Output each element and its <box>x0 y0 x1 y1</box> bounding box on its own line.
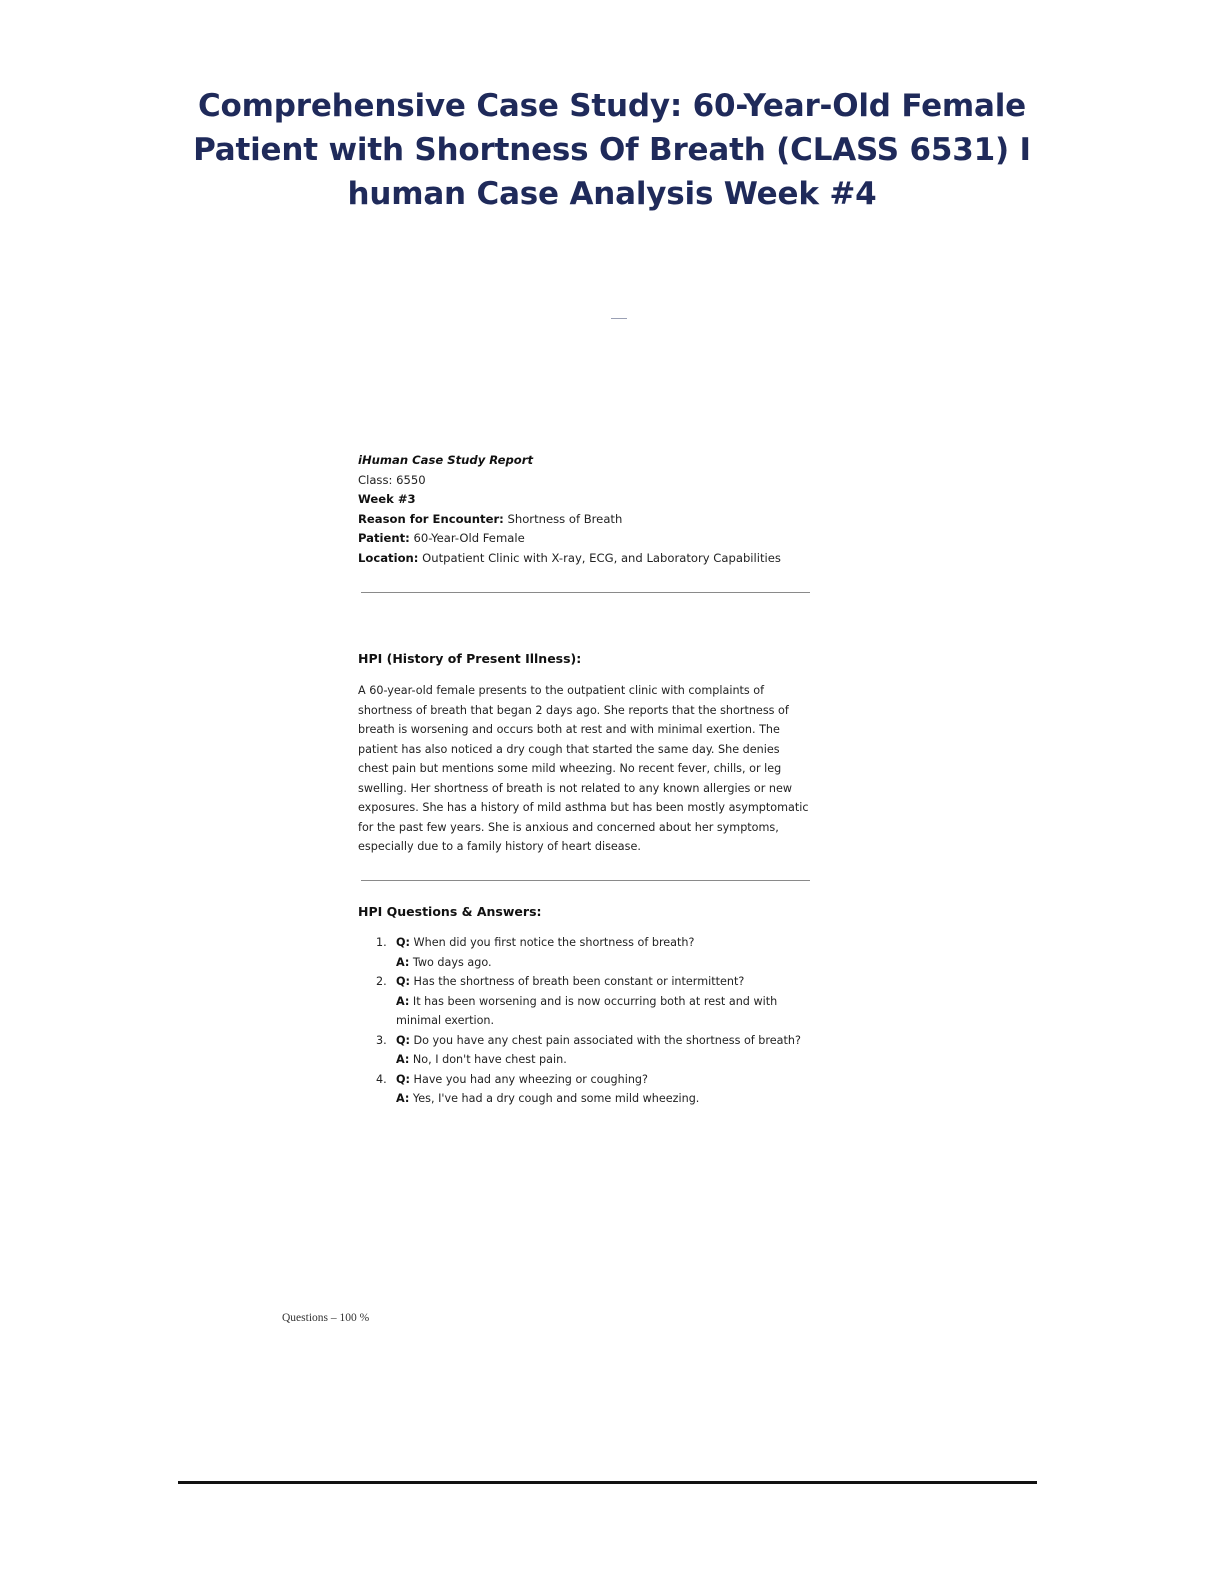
class-value: 6550 <box>396 472 426 487</box>
reason-label: Reason for Encounter: <box>358 511 504 526</box>
question: Q: Do you have any chest pain associated with the shortness of breath? <box>396 1033 801 1047</box>
reason-value: Shortness of Breath <box>507 511 623 526</box>
qa-number: 2. <box>376 975 387 988</box>
answer: A: Two days ago. <box>396 955 492 969</box>
qa-number: 3. <box>376 1033 387 1047</box>
footer-note: Questions – 100 % <box>282 1312 370 1324</box>
qa-number: 1. <box>376 936 387 949</box>
class-label: Class: <box>358 472 393 487</box>
qa-item <box>376 1070 816 1109</box>
qa-heading: HPI Questions & Answers: <box>358 904 542 919</box>
location-value: Outpatient Clinic with X-ray, ECG, and Laboratory Capabilities <box>422 550 781 565</box>
hpi-heading: HPI (History of Present Illness): <box>358 651 582 666</box>
week-line: Week #3 <box>358 492 416 506</box>
qa-list <box>376 933 816 1109</box>
patient-line <box>358 529 818 549</box>
question: Q: Have you had any wheezing or coughing? <box>396 1072 648 1086</box>
answer: A: It has been worsening and is now occurring both at rest and with minimal exertion. <box>396 994 778 1027</box>
qa-item <box>376 933 816 972</box>
qa-number: 4. <box>376 1072 387 1086</box>
location-label: Location: <box>358 550 419 565</box>
report-heading: iHuman Case Study Report <box>358 453 534 467</box>
question: Q: When did you first notice the shortness of breath? <box>396 936 695 949</box>
class-line <box>358 471 818 491</box>
qa-item <box>376 972 816 1031</box>
divider-top <box>361 592 810 593</box>
document-title: Comprehensive Case Study: 60-Year-Old Female Patient with Shortness Of Breath (CLASS 6531) I human Case Analysis Week #4 <box>193 88 1031 212</box>
patient-label: Patient: <box>358 531 410 545</box>
reason-line <box>358 510 818 530</box>
bottom-rule <box>178 1481 1037 1484</box>
separator-dash <box>611 318 627 319</box>
divider-middle <box>361 880 810 881</box>
qa-item <box>376 1031 816 1070</box>
report-header <box>358 451 818 568</box>
hpi-paragraph: A 60-year-old female presents to the outpatient clinic with complaints of shortness of breath that began 2 days ago. She reports that the shortness of breath is worsening and occurs both at rest and with minimal exertion. The patient has also noticed a dry cough that started the same day. She denies chest pain but mentions some mild wheezing. No recent fever, chills, or leg swelling. Her shortness of breath is not related to any known allergies or new exposures. She has a history of mild asthma but has been mostly asymptomatic for the past few years. She is anxious and concerned about her symptoms, especially due to a family history of heart disease. <box>358 684 809 853</box>
answer: A: No, I don't have chest pain. <box>396 1053 567 1066</box>
question: Q: Has the shortness of breath been constant or intermittent? <box>396 975 745 988</box>
patient-value: 60-Year-Old Female <box>413 531 525 545</box>
answer: A: Yes, I've had a dry cough and some mild wheezing. <box>396 1092 700 1105</box>
location-line <box>358 549 818 569</box>
